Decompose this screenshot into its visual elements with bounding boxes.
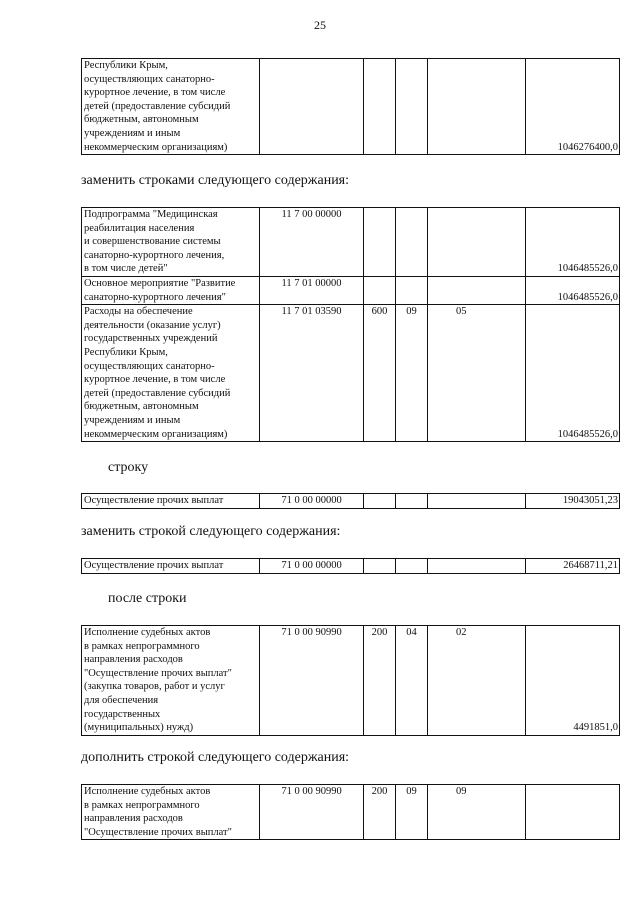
instruction-after-row: после строки	[108, 591, 187, 606]
page-number: 25	[314, 18, 326, 32]
row-rz	[396, 559, 428, 574]
row-vr	[364, 276, 396, 304]
row-code: 71 0 00 00000	[260, 559, 364, 574]
row-vr	[364, 494, 396, 509]
row-pr	[428, 559, 526, 574]
row-pr	[428, 494, 526, 509]
row-code: 11 7 00 00000	[260, 208, 364, 277]
row-code: 71 0 00 90990	[260, 785, 364, 840]
row-code: 71 0 00 90990	[260, 626, 364, 736]
row-pr: 02	[428, 626, 526, 736]
instruction-replace-row: заменить строкой следующего содержания:	[81, 524, 341, 539]
row-code: 11 7 01 03590	[260, 305, 364, 442]
instruction-add-row: дополнить строкой следующего содержания:	[81, 750, 350, 765]
table-row	[82, 276, 620, 304]
budget-table-new-row	[81, 558, 620, 574]
row-amount: 1046485526,0	[526, 208, 620, 277]
row-code: 71 0 00 00000	[260, 494, 364, 509]
budget-table-anchor-row	[81, 625, 620, 736]
row-rz	[396, 276, 428, 304]
row-name: Осуществление прочих выплат	[82, 494, 260, 509]
row-code: 11 7 01 00000	[260, 276, 364, 304]
row-amount	[526, 785, 620, 840]
budget-table-old-row	[81, 493, 620, 509]
row-rz	[396, 494, 428, 509]
row-rz	[396, 208, 428, 277]
row-amount: 1046276400,0	[526, 59, 620, 155]
row-name: Республики Крым, осуществляющих санаторно- курортное лечение, в том числе детей (предоставление субсидий бюджетным, автономным учреждениям и иным некоммерческим организациям)	[82, 59, 260, 155]
row-pr	[428, 208, 526, 277]
row-vr: 200	[364, 785, 396, 840]
table-row	[82, 208, 620, 277]
table-row	[82, 59, 620, 155]
instruction-row: строку	[108, 460, 149, 475]
row-pr	[428, 276, 526, 304]
row-rz: 09	[396, 305, 428, 442]
row-vr	[364, 559, 396, 574]
table-row	[82, 559, 620, 574]
row-pr: 05	[428, 305, 526, 442]
budget-table-replacement	[81, 207, 620, 442]
row-rz	[396, 59, 428, 155]
table-row	[82, 626, 620, 736]
row-vr	[364, 208, 396, 277]
row-name: Подпрограмма "Медицинская реабилитация населения и совершенствование системы санаторно-курортного лечения, в том числе детей"	[82, 208, 260, 277]
row-amount: 1046485526,0	[526, 305, 620, 442]
row-amount: 19043051,23	[526, 494, 620, 509]
row-name: Осуществление прочих выплат	[82, 559, 260, 574]
row-vr: 200	[364, 626, 396, 736]
table-row	[82, 494, 620, 509]
row-vr: 600	[364, 305, 396, 442]
row-pr	[428, 59, 526, 155]
row-amount: 26468711,21	[526, 559, 620, 574]
row-name: Исполнение судебных актов в рамках непрограммного направления расходов "Осуществление прочих выплат"	[82, 785, 260, 840]
row-name: Исполнение судебных актов в рамках непрограммного направления расходов "Осуществление прочих выплат" (закупка товаров, работ и услуг для обеспечения государственных (муниципальных) нужд)	[82, 626, 260, 736]
budget-table-continuation	[81, 58, 620, 155]
instruction-replace-rows: заменить строками следующего содержания:	[81, 173, 350, 188]
budget-table-added-row	[81, 784, 620, 840]
row-vr	[364, 59, 396, 155]
row-amount: 1046485526,0	[526, 276, 620, 304]
row-name: Основное мероприятие "Развитие санаторно-курортного лечения"	[82, 276, 260, 304]
row-rz: 09	[396, 785, 428, 840]
row-code	[260, 59, 364, 155]
table-row	[82, 305, 620, 442]
table-row	[82, 785, 620, 840]
row-pr: 09	[428, 785, 526, 840]
row-amount: 4491851,0	[526, 626, 620, 736]
row-rz: 04	[396, 626, 428, 736]
row-name: Расходы на обеспечение деятельности (оказание услуг) государственных учреждений Республики Крым, осуществляющих санаторно- курортное лечение, в том числе детей (предоставление субсидий бюджетным, автономным учреждениям и иным некоммерческим организациям)	[82, 305, 260, 442]
